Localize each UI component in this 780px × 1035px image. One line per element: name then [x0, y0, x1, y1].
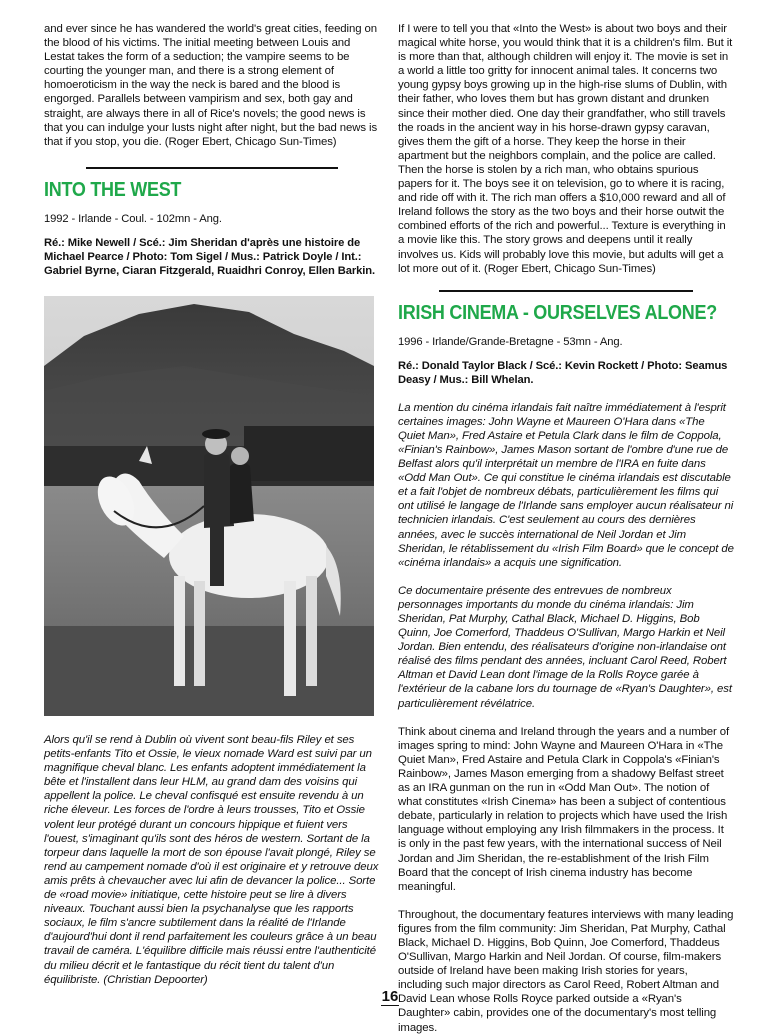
- section-divider: [86, 167, 338, 169]
- film-title-irish-cinema: IRISH CINEMA - OURSELVES ALONE?: [398, 301, 717, 324]
- boys-on-white-horse-illustration: [44, 296, 374, 716]
- film-credits-into-the-west: Ré.: Mike Newell / Scé.: Jim Sheridan d'après une histoire de Michael Pearce / Photo: Tom Sigel / Mus.: Patrick Doyle / Int.: Gabriel Byrne, Ciaran Fitzgerald, Ruaidhri Conroy, Ellen Barkin.: [44, 236, 375, 277]
- film-credits-irish-cinema: Ré.: Donald Taylor Black / Scé.: Kevin Rockett / Photo: Seamus Deasy / Mus.: Bill Whelan.: [398, 359, 728, 386]
- film-title-into-the-west: INTO THE WEST: [44, 178, 182, 201]
- page-number-value: 16: [381, 988, 399, 1005]
- film-still-photo: [44, 296, 374, 716]
- left-lower-column: [44, 733, 380, 987]
- vampire-review-continuation: and ever since he has wandered the world's great cities, feeding on the blood of his victims. The initial meeting between Louis and Lestat takes the form of a seduction; the vampire seems to be courting the younger man, and there is a strong element of homoeroticism in the way the neck is bared and the blood is engorged. Parallels between vampirism and sex, both gay and straight, are always there in all of Rice's novels; the good news is that you can indulge your lusts night after night, but the bad news is that if you stop, you die. (Roger Ebert, Chicago Sun-Times): [44, 23, 378, 148]
- irish-cinema-english-para-2: Throughout, the documentary features interviews with many leading figures from the film community: Jim Sheridan, Pat Murphy, Cathal Black, Michael D. Higgins, Bob Quinn, Joe Comerford, Thaddeus O'Sullivan, Margo Harkin and Neil Jordan. Of course, film-makers outside of Ireland have been making Irish stories for years, including such major directors as Carol Reed, Robert Altman and David Lean whose Rolls Royce parked outside a «Ryan's Daughter» cabin, provides one of the documentary's most telling images.: [398, 908, 734, 1034]
- irish-cinema-french-para-1: La mention du cinéma irlandais fait naître immédiatement à l'esprit certaines images: John Wayne et Maureen O'Hara dans «The Quiet Man», Fred Astaire et Petula Clark dans le film de Coppola, «Finian's Rainbow», James Mason sortant de l'ombre d'une rue de Belfast alors qu'il interprétait un membre de l'IRA en fuite dans «Odd Man Out». Ce qui constitue le cinéma irlandais est discutable et a fait l'objet de nombreux débats, particulièrement les films qui ont utilisé le langage de l'Irlande sans employer aucun réalisateur ni technicien irlandais. C'est seulement au cours des dernières années, avec le succès international de Neil Jordan et Jim Sheridan, le rétablissement du «Irish Film Board» que le concept de «cinéma irlandais» a acquis une signification.: [398, 401, 734, 569]
- film-meta-irish-cinema: 1996 - Irlande/Grande-Bretagne - 53mn - Ang.: [398, 335, 623, 348]
- right-column: [398, 22, 734, 1035]
- section-divider-2: [439, 290, 693, 292]
- irish-cinema-french-para-2: Ce documentaire présente des entrevues de nombreux personnages importants du monde du cinéma irlandais: Jim Sheridan, Pat Murphy, Cathal Black, Michael D. Higgins, Bob Quinn, Joe Comerford, Thaddeus O'Sullivan, Margo Harkin et Neil Jordan. Bien entendu, des réalisateurs d'origine non-irlandaise ont réalisé des films pendant des années, incluant Carol Reed, Robert Altman et David Lean dont l'image de la Rolls Royce garée à l'extérieur de la cabane lors du tournage de «Ryan's Daughter», est particulièrement révélatrice.: [398, 584, 732, 710]
- page-number: [0, 988, 780, 1006]
- into-the-west-french-synopsis: Alors qu'il se rend à Dublin où vivent sont beau-fils Riley et ses petits-enfants Tito et Ossie, le vieux nomade Ward est suivi par un magnifique cheval blanc. Les enfants adoptent immédiatement la bête et l'installent dans leur HLM, au grand dam des voisins qui appellent la police. Le cheval confisqué est ensuite revendu à un riche éleveur. Les forces de l'ordre à leurs trousses, Tito et Ossie volent leur protégé durant un concours hippique et fuient vers l'ouest, s'imaginant qu'ils sont des héros de western. Sortant de la torpeur dans laquelle la mort de son épouse l'avait plongé, Riley se rend au campement nomade d'où il est originaire et y retrouve deux amis prêts à chevaucher avec lui afin de devancer la police... Sorte de «road movie» initiatique, cette histoire peut se lire à divers niveaux. Touchant aussi bien la psychanalyse que les rapports sociaux, le film s'ancre subtilement dans la réalité de l'Irlande d'aujourd'hui dont il rend parfaitement les couleurs grâce à un beau travail de caméra. L'équilibre difficile mais réussi entre l'authenticité du milieu décrit et le fantastique du récit tient du talent d'un équilibriste. (Christian Depoorter): [44, 734, 379, 986]
- left-column: [44, 22, 380, 278]
- irish-cinema-english-para-1: Think about cinema and Ireland through the years and a number of images spring to mind: John Wayne and Maureen O'Hara in «The Quiet Man», Fred Astaire and Petula Clark in Coppola's «Finian's Rainbow», James Mason emerging from a shadowy Belfast street as an IRA gunman on the run in «Odd Man Out». The notion of what constitutes «Irish Cinema» has been a subject of contentious debate, particularly in relation to projects which have used the Irish language without employing any Irish filmmakers in the process. It is only in the past few years, with the international success of Neil Jordan and Jim Sheridan, the re-establishment of the Irish Film Board that the concept of Irish cinema industry has become meaningful.: [398, 725, 730, 893]
- film-meta-into-the-west: 1992 - Irlande - Coul. - 102mn - Ang.: [44, 212, 222, 225]
- into-the-west-english-review: If I were to tell you that «Into the West» is about two boys and their magical white horse, you would think that it is a children's film. But it is more than that, although children will enjoy it. The movie is set in a world a little too gritty for innocent animal tales. It concerns two young gypsy boys growing up in the high-rise slums of Dublin, with their father, who loves them but has grown distant and drunken since their mother died. One day their grandfather, who still travels the roads in the ancient way in his horse-drawn gypsy caravan, gives them the gift of a horse. They keep the horse in their apartment but the neighbors complain, and the police are called. Then the horse is stolen by a rich man, who obtains spurious papers for it. The boys see it on television, go to where it is racing, and ride off with it. The rich man offers a $10,000 reward and all of Ireland follows the story as the two boys and their horse outwit the combined efforts of the rich and powerful... Texture is everything in a movie like this. The story grows and deepens until it really involves us. Kids will probably love this movie, but adults will get a lot more out of it. (Roger Ebert, Chicago Sun-Times): [398, 23, 733, 275]
